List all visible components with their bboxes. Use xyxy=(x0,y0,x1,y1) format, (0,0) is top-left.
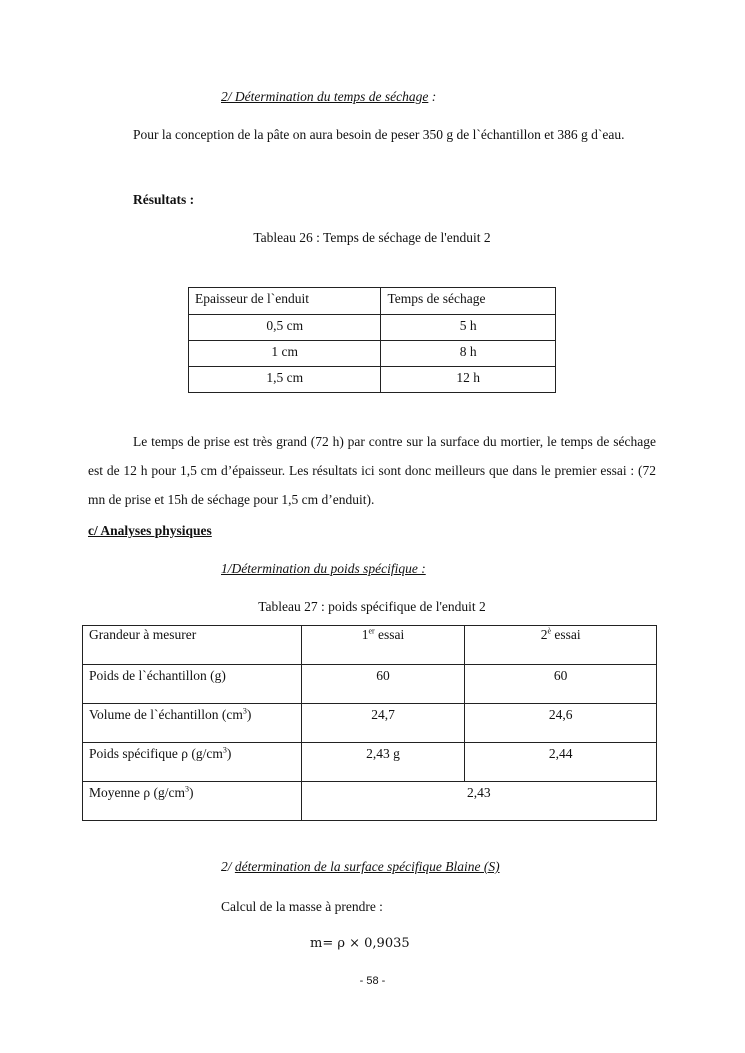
essai-2-word: essai xyxy=(551,627,581,642)
header-cell-essai-2 xyxy=(465,626,657,665)
essai-1-value: 2,43 g xyxy=(301,743,465,782)
header-cell-quantity: Grandeur à mesurer xyxy=(83,626,302,665)
essai-2-value: 2,44 xyxy=(465,743,657,782)
mass-formula: m= ρ × 0,9035 xyxy=(310,936,410,951)
thickness-cell: 1 cm xyxy=(189,341,381,367)
drying-time-table xyxy=(188,287,556,393)
essai-1-value: 60 xyxy=(301,665,465,704)
row-label-exponent: 3 xyxy=(222,745,227,755)
table-header-row xyxy=(83,626,657,665)
row-label-exponent: 3 xyxy=(242,706,247,716)
drying-time-cell: 8 h xyxy=(381,341,556,367)
table-header-row xyxy=(189,288,556,315)
table-row xyxy=(189,315,556,341)
header-cell-thickness: Epaisseur de l`enduit xyxy=(189,288,381,315)
blaine-heading xyxy=(221,859,500,875)
drying-heading-text: 2/ Détermination du temps de séchage xyxy=(221,89,429,104)
specific-weight-table xyxy=(82,625,657,821)
average-value: 2,43 xyxy=(301,782,656,821)
drying-time-cell: 5 h xyxy=(381,315,556,341)
mass-calc-label: Calcul de la masse à prendre : xyxy=(221,899,383,914)
table-row xyxy=(83,665,657,704)
drying-heading-colon: : xyxy=(428,89,437,104)
table-26-caption: Tableau 26 : Temps de séchage de l'enduit 2 xyxy=(253,230,491,245)
essai-2-value: 60 xyxy=(465,665,657,704)
drying-conclusion-paragraph: Le temps de prise est très grand (72 h) par contre sur la surface du mortier, le temps de séchage est de 12 h pour 1,5 cm d’épaisseur. Les résultats ici sont donc meilleurs que dans le premier essai : (72 mn de prise et 15h de séchage pour 1,5 cm d’enduit). xyxy=(88,434,656,507)
table-row xyxy=(83,704,657,743)
essai-2-number: 2 xyxy=(540,627,548,642)
row-label-close: ) xyxy=(246,707,252,722)
row-label-close: ) xyxy=(188,785,194,800)
essai-2-value: 24,6 xyxy=(465,704,657,743)
table-row xyxy=(83,743,657,782)
table-row xyxy=(83,782,657,821)
essai-2-suffix: è xyxy=(547,626,552,636)
drying-heading xyxy=(221,89,436,105)
page-number: - 58 - xyxy=(359,975,386,987)
blaine-heading-prefix: 2/ xyxy=(221,859,235,874)
row-label xyxy=(83,704,302,743)
thickness-cell: 0,5 cm xyxy=(189,315,381,341)
drying-time-cell: 12 h xyxy=(381,367,556,393)
row-label-text: Poids spécifique ρ (g/cm xyxy=(89,746,223,761)
row-label-text: Volume de l`échantillon (cm xyxy=(89,707,243,722)
header-cell-essai-1 xyxy=(301,626,465,665)
row-label xyxy=(83,782,302,821)
blaine-heading-text: détermination de la surface spécifique Blaine (S) xyxy=(234,859,500,874)
specific-weight-subheading: 1/Détermination du poids spécifique : xyxy=(221,561,426,576)
drying-intro-paragraph: Pour la conception de la pâte on aura besoin de peser 350 g de l`échantillon et 386 g d`eau. xyxy=(133,127,625,142)
essai-1-number: 1 xyxy=(361,627,369,642)
physical-analyses-heading: c/ Analyses physiques xyxy=(88,523,212,538)
essai-1-value: 24,7 xyxy=(301,704,465,743)
row-label-close: ) xyxy=(226,746,232,761)
thickness-cell: 1,5 cm xyxy=(189,367,381,393)
table-row xyxy=(189,341,556,367)
row-label xyxy=(83,743,302,782)
essai-1-suffix: er xyxy=(368,626,375,636)
table-row xyxy=(189,367,556,393)
row-label-text: Moyenne ρ (g/cm xyxy=(89,785,185,800)
table-27-caption: Tableau 27 : poids spécifique de l'enduit 2 xyxy=(258,599,486,614)
header-cell-drying-time: Temps de séchage xyxy=(381,288,556,315)
row-label: Poids de l`échantillon (g) xyxy=(83,665,302,704)
essai-1-word: essai xyxy=(374,627,405,642)
results-label: Résultats : xyxy=(133,192,195,207)
row-label-exponent: 3 xyxy=(184,784,189,794)
